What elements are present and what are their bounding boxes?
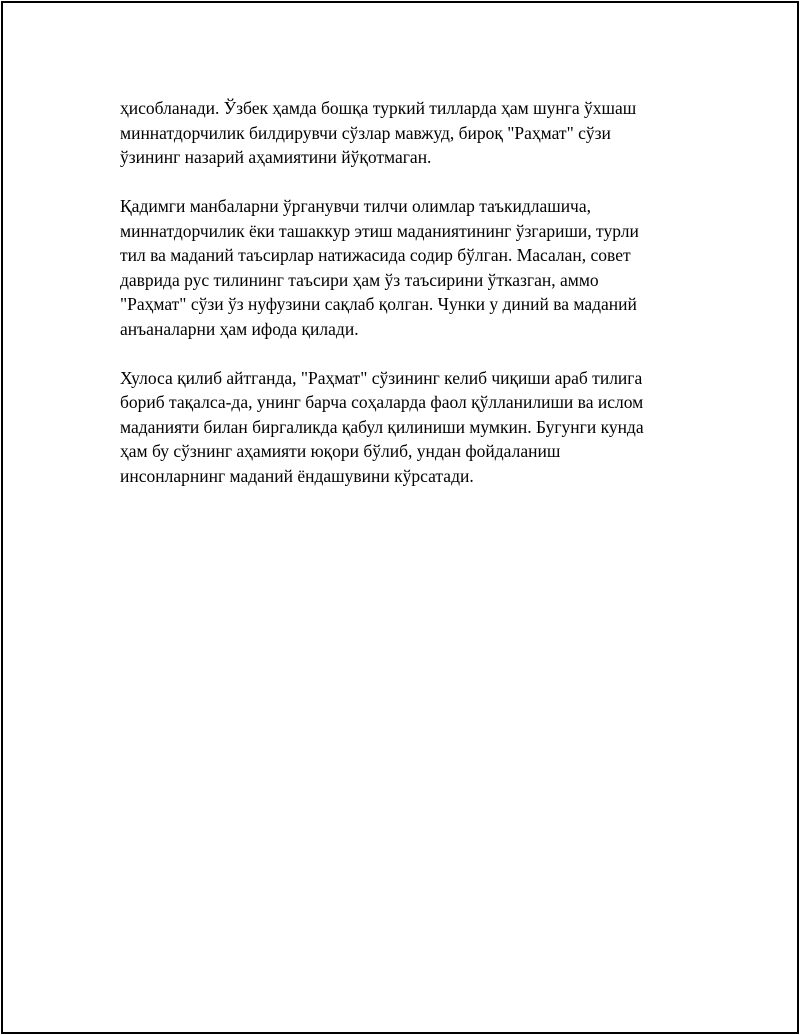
text-line: тил ва маданий таъсирлар натижасида содир бўлган. Масалан, совет [120, 245, 631, 265]
text-line: "Раҳмат" сўзи ўз нуфузини сақлаб қолган. Чунки у диний ва маданий [120, 294, 637, 314]
text-line: даврида рус тилининг таъсири ҳам ўз таъсирини ўтказган, аммо [120, 269, 599, 290]
text-line: миннатдорчилик ёки ташаккур этиш маданиятининг ўзгариши, турли [120, 220, 639, 241]
paragraph-2 [120, 194, 680, 341]
text-line: ўзининг назарий аҳамиятини йўқотмаган. [120, 147, 432, 167]
document-body [120, 96, 680, 513]
text-line: Қадимги манбаларни ўрганувчи тилчи олимлар таъкидлашича, [120, 196, 592, 216]
document-page [1, 1, 799, 1034]
text-line: миннатдорчилик билдирувчи сўзлар мавжуд, бироқ "Раҳмат" сўзи [120, 122, 611, 143]
paragraph-3 [120, 366, 680, 489]
text-line: инсонларнинг маданий ёндашувини кўрсатади. [120, 465, 474, 486]
text-line: ҳисобланади. Ўзбек ҳамда бошқа туркий тилларда ҳам шунга ўхшаш [120, 98, 637, 118]
text-line: анъаналарни ҳам ифода қилади. [120, 318, 359, 339]
text-line: ҳам бу сўзнинг аҳамияти юқори бўлиб, ундан фойдаланиш [120, 441, 561, 461]
text-line: маданияти билан биргаликда қабул қилиниши мумкин. Бугунги кунда [120, 416, 644, 437]
paragraph-1 [120, 96, 680, 170]
text-line: бориб тақалса-да, унинг барча соҳаларда фаол қўлланилиши ва ислом [120, 392, 644, 412]
text-line: Хулоса қилиб айтганда, "Раҳмат" сўзининг келиб чиқиши араб тилига [120, 367, 643, 388]
